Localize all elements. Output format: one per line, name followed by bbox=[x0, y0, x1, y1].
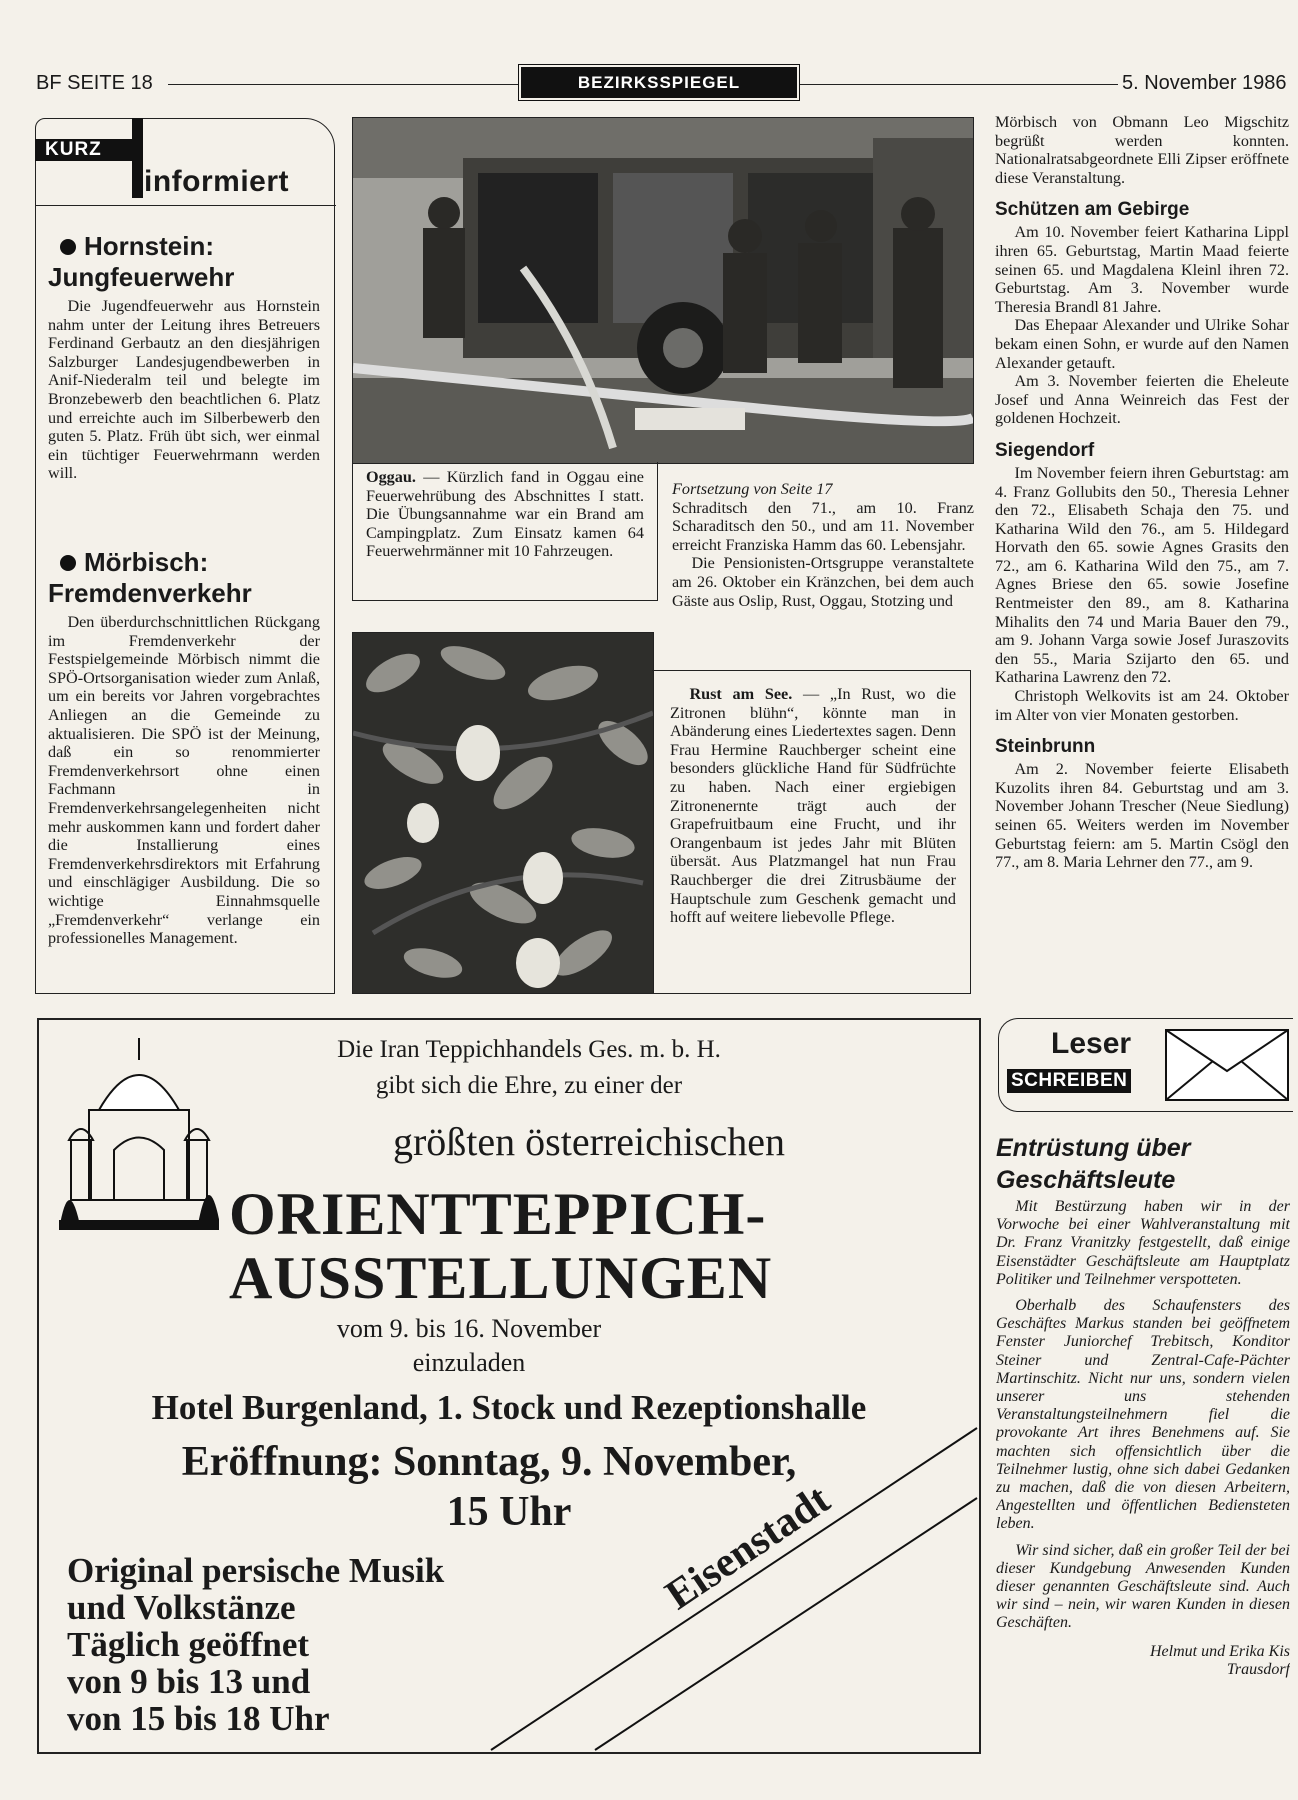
kurz-logo bbox=[35, 139, 143, 177]
heading-siegendorf: Siegendorf bbox=[995, 439, 1095, 461]
section-badge: BEZIRKSSPIEGEL bbox=[521, 67, 797, 98]
kurz-logo-bar bbox=[132, 118, 143, 198]
ad-bottom-music: Original persische Musik bbox=[67, 1551, 445, 1590]
item-title-line1 bbox=[48, 231, 320, 262]
oggau-text: — Kürzlich fand in Oggau eine Feuerwehrübung des Abschnittes I statt. Die Übungsannahme war ein Brand am Campingplatz. Zum Einsatz kamen 64 Feuerwehrmänner mit 10 Fahrzeugen. bbox=[366, 468, 644, 561]
leser-signature: Helmut und Erika Kis bbox=[1150, 1642, 1290, 1660]
rust-caption bbox=[670, 685, 956, 927]
header-rule-right bbox=[800, 84, 1118, 85]
heading-schuetzen: Schützen am Gebirge bbox=[995, 199, 1190, 221]
siegendorf-p1: Im November feiern ihren Geburtstag: am 4. Franz Gollubits den 50., Theresia Lehner den 72., Elisabeth Schaja den 75. und Katharina Wild den 76., am 5. Hildegard Horvath den 65. sowie Agnes Grasits den 72., am 6. Katharina Wild den 75., am 7. Agnes Briese den 65. sowie Josefine Rentmeister den 89., am 8. Katharina Mihalits den 74 und Maria Bauer den 79., am 9. Johann Varga sowie Josef Juraszovits den 55., Maria Szijarto den 65. und Katharina Lawrenz den 72. bbox=[995, 463, 1289, 687]
envelope-icon bbox=[1165, 1029, 1289, 1101]
oggau-caption-box bbox=[352, 462, 658, 601]
ad-bottom-hours-1: von 9 bis 13 und bbox=[67, 1662, 311, 1701]
kurz-logo-top: KURZ bbox=[35, 139, 143, 161]
kurz-item-hornstein bbox=[48, 231, 320, 483]
leser-p1: Mit Bestürzung haben wir in der Vorwoche bei einer Wahlveranstaltung mit Dr. Franz Vranitzky festgestellt, daß einige Eisenstädter Geschäftsleute am Hauptplatz Politiker und Teilnehmer verspotteten. bbox=[996, 1198, 1290, 1288]
leser-p3: Wir sind sicher, daß ein großer Teil der bei dieser Kundgebung Anwesenden Kunden dieser genannten Geschäftsleute sind. Auch wir sind – nein, wir waren Kunden in diesen Geschäften. bbox=[996, 1541, 1290, 1632]
item-text: Die Jugendfeuerwehr aus Hornstein nahm unter der Leitung ihres Betreuers Ferdinand Gerbautz an den diesjährigen Salzburger Landesjugendbewerben in Anif-Niederalm teil und belegte im Bronzebewerb den beachtlichen 6. Platz und erreichte auch im Silberbewerb den guten 5. Platz. Früh übt sich, wer einmal ein tüchtiger Feuerwehrmann werden will. bbox=[48, 297, 320, 483]
oggau-caption bbox=[366, 468, 644, 561]
ad-headline-1: ORIENTTEPPICH- bbox=[229, 1181, 767, 1247]
schuetzen-p2: Das Ehepaar Alexander und Ulrike Sohar bekam einen Sohn, er wurde auf den Namen Alexander getauft. bbox=[995, 316, 1289, 372]
item-title-line1 bbox=[48, 547, 320, 578]
moerbisch-intro: Mörbisch von Obmann Leo Migschitz begrüßt werden konnten. Nationalratsabgeordnete Elli Zipser eröffnete diese Veranstaltung. bbox=[995, 113, 1289, 187]
lemon-tree-illustration bbox=[353, 633, 653, 993]
fortsetzung-label: Fortsetzung von Seite 17 bbox=[672, 480, 833, 498]
heading-steinbrunn: Steinbrunn bbox=[995, 736, 1096, 758]
ad-line-invitation: gibt sich die Ehre, zu einer der bbox=[375, 1072, 683, 1099]
fire-drill-illustration bbox=[353, 118, 973, 463]
kurz-logo-line bbox=[36, 205, 336, 206]
ad-line-einzuladen: einzuladen bbox=[412, 1348, 526, 1377]
steinbrunn-p1: Am 2. November feierte Elisabeth Kuzolits ihren 84. Geburtstag und am 3. November Johann Trescher (Neue Siedlung) seinen 65. Weiters werden im November Geburtstag feiern: am 5. Martin Csögl den 77., am 8. Maria Lehrner den 77., am 9. bbox=[995, 760, 1289, 872]
schuetzen-p1: Am 10. November feiert Katharina Lippl ihren 65. Geburtstag, Martin Maad feierte seinen 65. und Magdalena Kleinl ihren 72. Geburtstag. Am 3. November wurde Theresia Brandl 81 Jahre. bbox=[995, 223, 1289, 316]
header-page-label: BF SEITE 18 bbox=[36, 72, 153, 94]
leser-letter-title: Entrüstung über Geschäftsleute bbox=[996, 1134, 1191, 1194]
leser-logo-top: Leser bbox=[1051, 1027, 1132, 1060]
lemon-tree-photo bbox=[352, 632, 654, 994]
fortsetzung-column bbox=[672, 480, 974, 610]
kurz-item-moerbisch bbox=[48, 547, 320, 948]
ad-bottom-daily: Täglich geöffnet bbox=[67, 1625, 310, 1664]
leser-letter-text bbox=[996, 1198, 1290, 1754]
leser-logo-bottom: SCHREIBEN bbox=[1007, 1069, 1131, 1093]
ad-line-venue: Hotel Burgenland, 1. Stock und Rezeptionshalle bbox=[151, 1388, 867, 1427]
header-rule-left bbox=[168, 84, 518, 85]
ad-headline-2: AUSSTELLUNGEN bbox=[229, 1245, 773, 1311]
kurz-informiert-box bbox=[35, 118, 335, 994]
siegendorf-p2: Christoph Welkovits ist am 24. Oktober im Alter von vier Monaten gestorben. bbox=[995, 687, 1289, 724]
ad-line-opening: Eröffnung: Sonntag, 9. November, bbox=[181, 1439, 797, 1485]
ad-city: Eisenstadt bbox=[657, 1476, 839, 1619]
right-column-news bbox=[995, 113, 1289, 1000]
leser-schreiben-logo bbox=[998, 1018, 1293, 1112]
ad-bottom-dances: und Volkstänze bbox=[67, 1588, 296, 1627]
leser-signature-place: Trausdorf bbox=[1226, 1660, 1290, 1678]
header-date: 5. November 1986 bbox=[1122, 72, 1287, 94]
item-title-place: Mörbisch: bbox=[84, 547, 209, 577]
fire-drill-photo bbox=[352, 117, 974, 464]
ad-line-dates: vom 9. bis 16. November bbox=[336, 1314, 602, 1343]
fortsetzung-p1: Schraditsch den 71., am 10. Franz Scharaditsch den 50., und am 11. November erreicht Franziska Hamm das 60. Lebensjahr. bbox=[672, 498, 974, 554]
ad-diagonal-band bbox=[39, 1020, 979, 1752]
schuetzen-p3: Am 3. November feierten die Eheleute Josef und Anna Weinreich das Fest der goldenen Hochzeit. bbox=[995, 372, 1289, 428]
item-title-place: Hornstein: bbox=[84, 231, 214, 261]
carpet-exhibition-ad bbox=[37, 1018, 981, 1754]
item-title-line2: Jungfeuerwehr bbox=[48, 262, 235, 292]
ad-line-time: 15 Uhr bbox=[446, 1489, 572, 1535]
ad-bottom-hours-2: von 15 bis 18 Uhr bbox=[67, 1699, 330, 1738]
fortsetzung-p2: Die Pensionisten-Ortsgruppe veranstaltete am 26. Oktober ein Kränzchen, bei dem auch Gäste aus Oslip, Rust, Oggau, Stotzing und bbox=[672, 554, 974, 610]
item-title-line2: Fremdenverkehr bbox=[48, 578, 252, 608]
kurz-logo-bottom: informiert bbox=[144, 165, 290, 198]
ad-line-company: Die Iran Teppichhandels Ges. m. b. H. bbox=[337, 1036, 721, 1063]
rust-text: — „In Rust, wo die Zitronen blühn“, könnte man in Abänderung eines Liedertextes sagen. Denn Frau Hermine Rauchberger scheint eine besonders glückliche Hand für Südfrüchte zu haben. Nach einer ergiebigen Zitronenernte trägt auch der Grapefruitbaum eine Frucht, und ihr Orangenbaum ist jedes Jahr mit Blüten übersät. Aus Platzmangel hat nun Frau Rauchberger die drei Zitrusbäume der Hauptschule zum Geschenk gemacht und hofft auf weitere liebevolle Pflege. bbox=[670, 685, 956, 927]
rust-caption-box bbox=[652, 670, 971, 994]
bullet-icon bbox=[60, 555, 76, 571]
item-text: Den überdurchschnittlichen Rückgang im Fremdenverkehr der Festspielgemeinde Mörbisch nimmt die SPÖ-Ortsorganisation wieder zum Anlaß, um ein bereits vor Jahren vorgebrachtes Anliegen an die Gemeinde zu aktualisieren. Die SPÖ ist der Meinung, daß ein so renommierter Fremdenverkehrsort ohne einen Fachmann in Fremdenverkehrsangelegenheiten nicht mehr auskommen kann und fordert daher die Installierung eines Fremdenverkehrsdirektors mit Erfahrung und einschlägiger Ausbildung. Die so wichtige Einnahmsquelle „Fremdenverkehr“ verlange ein professionelles Management. bbox=[48, 613, 320, 948]
ad-line-largest: größten österreichischen bbox=[392, 1119, 786, 1164]
bullet-icon bbox=[60, 239, 76, 255]
oggau-place: Oggau. bbox=[366, 468, 416, 486]
rust-place: Rust am See. bbox=[689, 685, 793, 703]
leser-p2: Oberhalb des Schaufensters des Geschäftes Markus standen bei geöffnetem Fenster Juniorchef Trebitsch, Konditor Steiner und Zentral-Cafe-Pächter Martinschitz. Nicht nur uns, sondern vielen unserer uns stehenden Veranstaltungsteilnehmern fiel die provokante Art ihres Benehmens auf. Sie machten sich offensichtlich über die Teilnehmer lustig, ohne sich dabei Gedanken zu machen, daß die von diesen Arbeitern, Angestellten und öffentlichen Bediensteten leben. bbox=[996, 1297, 1290, 1533]
